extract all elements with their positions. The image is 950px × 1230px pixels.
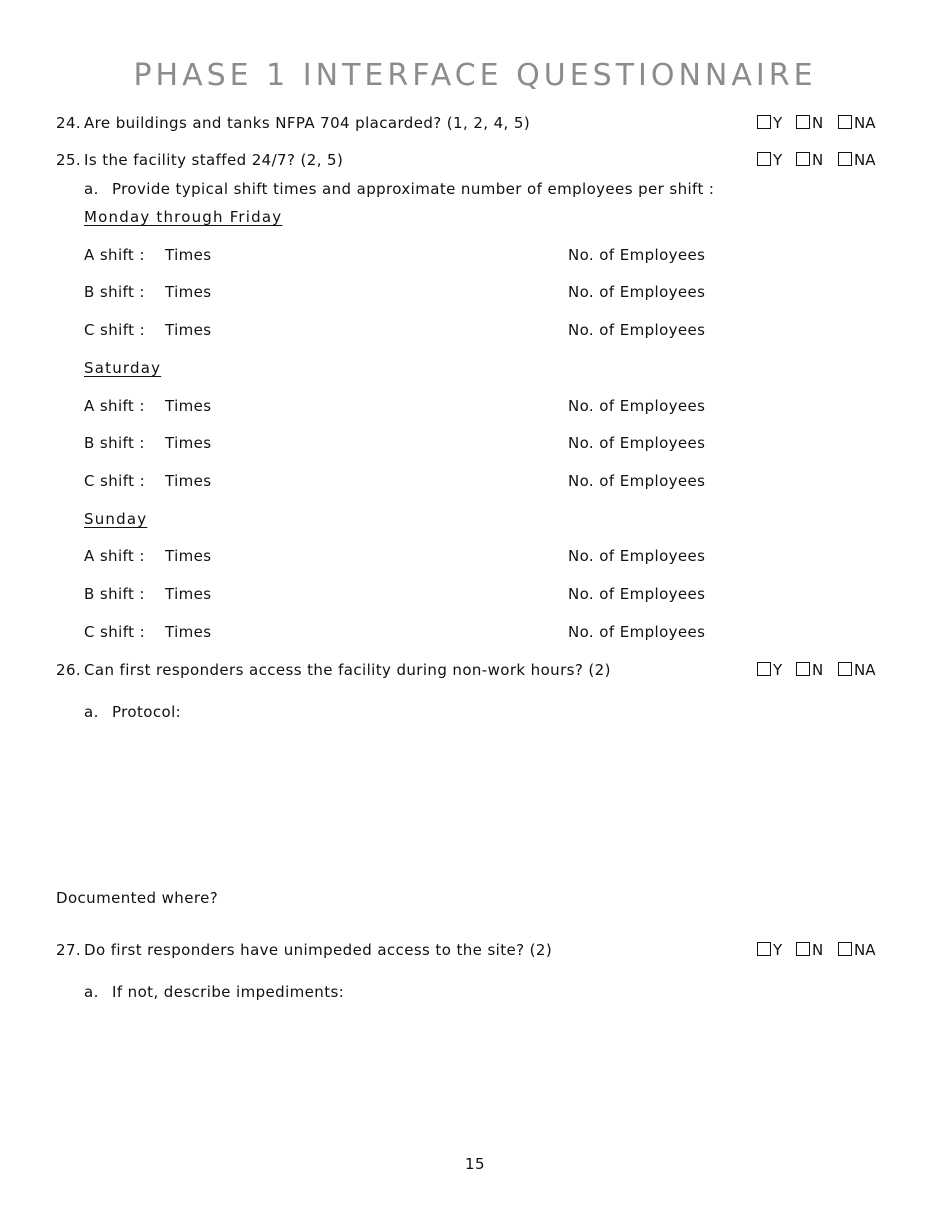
shift-label: B shift : — [84, 283, 145, 301]
q25-yes-label: Y — [773, 151, 783, 169]
q27-na-checkbox[interactable] — [838, 942, 852, 956]
q25-na-label: NA — [854, 151, 876, 169]
q26-yes-label: Y — [773, 661, 783, 679]
shift-times-field: Times — [165, 585, 212, 603]
shift-employees-field: No. of Employees — [568, 434, 706, 452]
page-title: PHASE 1 INTERFACE QUESTIONNAIRE — [133, 58, 817, 93]
q27-no-label: N — [812, 941, 824, 959]
question-25-text: Is the facility staffed 24/7? (2, 5) — [84, 151, 344, 169]
sub-text: If not, describe impediments: — [112, 983, 345, 1001]
shift-label: A shift : — [84, 246, 145, 264]
shift-times-field: Times — [165, 472, 212, 490]
question-24-number: 24. — [56, 114, 82, 132]
sub-text: Protocol: — [112, 703, 182, 721]
q24-yes-label: Y — [773, 114, 783, 132]
question-26-subitem — [84, 703, 181, 721]
q26-na-checkbox[interactable] — [838, 662, 852, 676]
shift-label: C shift : — [84, 623, 146, 641]
sub-text: Provide typical shift times and approximate number of employees per shift : — [112, 180, 715, 198]
day-heading-weekday: Monday through Friday — [84, 208, 283, 226]
sub-letter: a. — [84, 983, 99, 1001]
shift-employees-field: No. of Employees — [568, 283, 706, 301]
shift-label: B shift : — [84, 585, 145, 603]
q25-yes-checkbox[interactable] — [757, 152, 771, 166]
question-26-number: 26. — [56, 661, 82, 679]
sub-letter: a. — [84, 180, 99, 198]
question-25-number: 25. — [56, 151, 82, 169]
question-27-number: 27. — [56, 941, 82, 959]
question-24-text: Are buildings and tanks NFPA 704 placarded? (1, 2, 4, 5) — [84, 114, 531, 132]
page-number: 15 — [465, 1155, 485, 1173]
shift-label: B shift : — [84, 434, 145, 452]
question-27-subitem — [84, 983, 344, 1001]
q24-no-label: N — [812, 114, 824, 132]
shift-employees-field: No. of Employees — [568, 472, 706, 490]
q25-na-checkbox[interactable] — [838, 152, 852, 166]
q24-no-checkbox[interactable] — [796, 115, 810, 129]
q27-no-checkbox[interactable] — [796, 942, 810, 956]
q24-na-label: NA — [854, 114, 876, 132]
question-27-text: Do first responders have unimpeded access to the site? (2) — [84, 941, 553, 959]
q26-yes-checkbox[interactable] — [757, 662, 771, 676]
shift-label: A shift : — [84, 547, 145, 565]
shift-employees-field: No. of Employees — [568, 585, 706, 603]
q24-yes-checkbox[interactable] — [757, 115, 771, 129]
shift-label: C shift : — [84, 321, 146, 339]
q26-na-label: NA — [854, 661, 876, 679]
question-26-text: Can first responders access the facility during non-work hours? (2) — [84, 661, 611, 679]
q26-no-label: N — [812, 661, 824, 679]
shift-times-field: Times — [165, 397, 212, 415]
shift-times-field: Times — [165, 321, 212, 339]
shift-times-field: Times — [165, 623, 212, 641]
q25-no-label: N — [812, 151, 824, 169]
shift-label: A shift : — [84, 397, 145, 415]
shift-employees-field: No. of Employees — [568, 547, 706, 565]
q26-no-checkbox[interactable] — [796, 662, 810, 676]
shift-times-field: Times — [165, 547, 212, 565]
q24-na-checkbox[interactable] — [838, 115, 852, 129]
shift-employees-field: No. of Employees — [568, 321, 706, 339]
q27-yes-checkbox[interactable] — [757, 942, 771, 956]
q25-no-checkbox[interactable] — [796, 152, 810, 166]
shift-label: C shift : — [84, 472, 146, 490]
q27-na-label: NA — [854, 941, 876, 959]
shift-times-field: Times — [165, 283, 212, 301]
shift-times-field: Times — [165, 434, 212, 452]
shift-times-field: Times — [165, 246, 212, 264]
day-heading-saturday: Saturday — [84, 359, 162, 377]
shift-employees-field: No. of Employees — [568, 623, 706, 641]
day-heading-sunday: Sunday — [84, 510, 148, 528]
shift-employees-field: No. of Employees — [568, 397, 706, 415]
shift-employees-field: No. of Employees — [568, 246, 706, 264]
q27-yes-label: Y — [773, 941, 783, 959]
documented-where-label: Documented where? — [56, 889, 219, 907]
sub-letter: a. — [84, 703, 99, 721]
question-25-subitem — [84, 180, 714, 198]
